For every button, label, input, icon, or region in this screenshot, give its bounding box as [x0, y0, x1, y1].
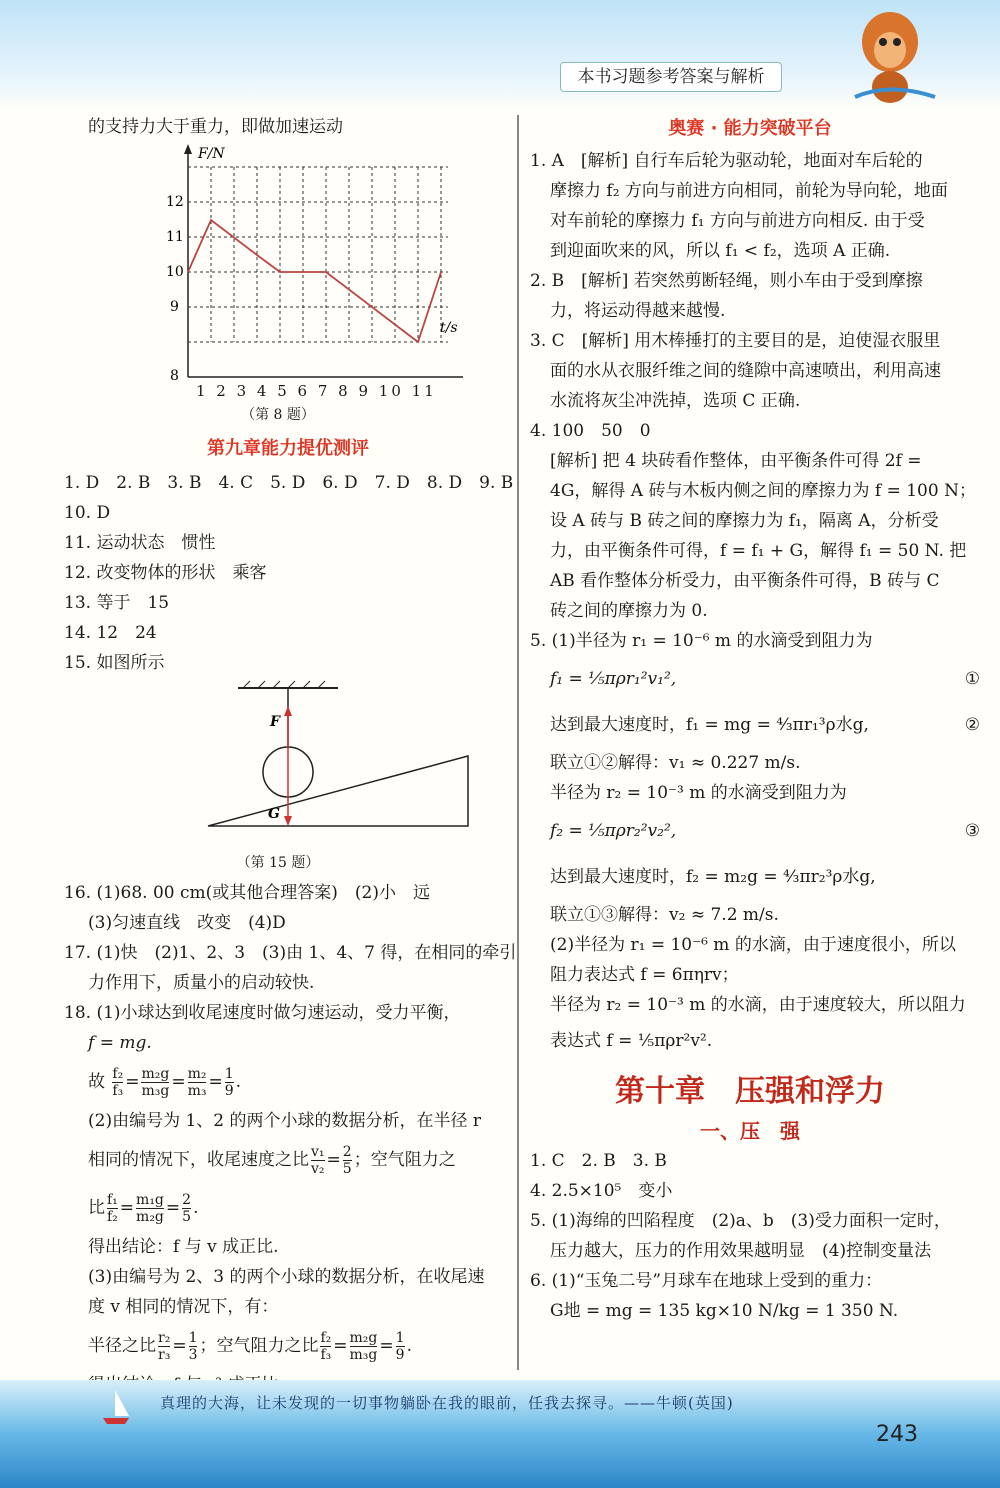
olympiad-line: 4G，解得 A 砖与木板内侧之间的摩擦力为 f = 100 N；	[550, 481, 976, 501]
subsection-title: 一、压 强	[700, 1119, 800, 1143]
answer-18: f = mg.	[88, 1033, 152, 1053]
answer-18: 比	[88, 1198, 105, 1218]
x-ticks: 1 2 3 4 5 6 7 8 9 10 11	[196, 382, 437, 400]
page-number: 243	[876, 1422, 918, 1447]
part-2-line: (2)半径为 r₁ = 10⁻⁶ m 的水滴，由于速度很小，所以	[550, 935, 956, 955]
figure-8-caption: （第 8 题）	[241, 407, 315, 423]
olympiad-line: 2. B [解析] 若突然剪断轻绳，则小车由于受到摩擦	[530, 271, 923, 291]
y-tick: 8	[170, 368, 179, 382]
section-title-ch9: 第九章能力提优测评	[207, 438, 369, 459]
y-tick: 11	[166, 229, 184, 245]
chapter-answer: 压力越大，压力的作用效果越明显 (4)控制变量法	[550, 1241, 932, 1261]
equation-4: 达到最大速度时，f₂ = m₂g = ⁴⁄₃πr₂³ρ水g,	[550, 867, 876, 887]
result-v2: 联立①③解得：v₂ ≈ 7.2 m/s.	[550, 905, 779, 925]
label-g: G	[268, 806, 280, 822]
equation-1: f₁ = ⅕πρr₁²v₁²,	[550, 669, 677, 689]
x-axis-label: t/s	[440, 320, 458, 336]
answer-18: ；空气阻力之	[353, 1150, 456, 1170]
olympiad-line: 5. (1)半径为 r₁ = 10⁻⁶ m 的水滴受到阻力为	[530, 631, 873, 651]
figure-8-graph	[158, 142, 478, 382]
answer-line: 13. 等于 15	[64, 593, 170, 613]
part-2-line: 阻力表达式 f = 6πηrv；	[550, 965, 739, 985]
chapter-title: 第十章 压强和浮力	[615, 1074, 885, 1109]
y-tick: 10	[166, 264, 184, 280]
answer-18: (2)由编号为 1、2 的两个小球的数据分析，在半径 r	[88, 1111, 482, 1131]
equation-3: f₂ = ⅕πρr₂²v₂²,	[550, 821, 677, 841]
olympiad-line: 力，由平衡条件可得，f = f₁ + G，解得 f₁ = 50 N. 把	[550, 541, 967, 561]
header-title: 本书习题参考答案与解析	[560, 62, 782, 92]
right-column	[530, 112, 980, 1326]
olympiad-line: 面的水从衣服纤维之间的缝隙中高速喷出，利用高速	[550, 361, 941, 381]
section-title-olympiad: 奥赛 · 能力突破平台	[668, 118, 832, 139]
answer-17: 力作用下，质量小的启动较快.	[88, 973, 315, 993]
chapter-answer: 1. C 2. B 3. B	[530, 1151, 667, 1171]
y-tick: 9	[170, 299, 179, 315]
answer-18: ；空气阻力之比	[199, 1336, 319, 1356]
chapter-answer: 5. (1)海绵的凹陷程度 (2)a、b (3)受力面积一定时，	[530, 1211, 951, 1231]
y-axis-label: F/N	[198, 146, 225, 162]
y-tick: 12	[166, 194, 184, 210]
intro-line: 的支持力大于重力，即做加速运动	[88, 117, 343, 137]
answer-line: 12. 改变物体的形状 乘客	[64, 563, 267, 583]
force-curve	[188, 220, 441, 342]
olympiad-line: 到迎面吹来的风，所以 f₁ < f₂，选项 A 正确.	[550, 241, 891, 261]
olympiad-line: 水流将灰尘冲洗掉，选项 C 正确.	[550, 391, 801, 411]
answer-16: 16. (1)68. 00 cm(或其他合理答案) (2)小 远	[64, 883, 430, 903]
olympiad-line: 4. 100 50 0	[530, 421, 651, 441]
answer-18: (3)由编号为 2、3 的两个小球的数据分析，在收尾速	[88, 1267, 485, 1287]
answer-line: 14. 12 24	[64, 623, 157, 643]
answer-18: 18. (1)小球达到收尾速度时做匀速运动，受力平衡，	[64, 1003, 461, 1023]
circle-number: ②	[964, 715, 980, 735]
answer-line: 1. D 2. B 3. B 4. C 5. D 6. D 7. D 8. D 9. B	[64, 473, 514, 493]
olympiad-line: AB 看作整体分析受力，由平衡条件可得，B 砖与 C	[550, 571, 940, 591]
answer-line: 10. D	[64, 503, 111, 523]
answer-18: 故	[88, 1072, 105, 1092]
chapter-answer: 6. (1)“玉兔二号”月球车在地球上受到的重力：	[530, 1271, 883, 1291]
olympiad-line: 摩擦力 f₂ 方向与前进方向相同，前轮为导向轮，地面	[550, 181, 948, 201]
answer-line: 15. 如图所示	[64, 653, 165, 673]
figure-15-diagram	[188, 678, 488, 848]
left-column: 的支持力大于重力，即做加速运动 F/N t/s 12 11 10 9 8 1 2 3 4 5 6 7 8 9 10 11 （第 8 题） 第九章能力提优测评 1. D 2. B 3. B 4. C 5. D 6. D 7. D 8. D 9. B 10. D 11. 运动状态 惯性 12. 改变物体的形状 乘客 13. 等于 15 14. 12 24 15. 如图所示 F G （第 15 题） 16. (1)68. 00 cm(或其他合理答案) (2)小 远 (3)匀速直线 改变 (4)D 17. (1)快 (2)1、2、3 (3)由 1、4、7 得，在相同的牵引 力作用下，质量小的启动较快. 18. (1)小球达到收尾速度时做匀速运动，受力平衡， f = mg. 故 $\frac{\text{f₂}}{\text{f₃}}$ = $\frac{\text{m₂g}}{\text{m₃g}}$ = $\frac{\text{m₂}}{\text{m₃}}$ = $\frac{1}{9}$ . (2)由编号为 1、2 的两个小球的数据分析，在半径 r 相同的情况下，收尾速度之比 $\frac{\text{v₁}}{\text{v₂}}$ = $\frac{2}{5}$ ；空气阻力之 比 $\frac{\text{f₁}}{\text{f₂}}$ = $\frac{\text{m₁g}}{\text{m₂g}}$ = $\frac{2}{5}$ . 得出结论：f 与 v 成正比. (3)由编号为 2、3 的两个小球的数据分析，在收尾速 度 v 相同的情况下，有： 半径之比 $\frac{\text{r₂}}{\text{r₃}}$ = $\frac{1}{3}$ ；空气阻力之比 $\frac{\text{f₂}}{\text{f₃}}$ = $\frac{\text{m₂g}}{\text{m₃g}}$ = $\frac{1}{9}$ .	[88, 112, 508, 1400]
column-divider	[517, 115, 519, 1370]
answer-18: 相同的情况下，收尾速度之比	[88, 1150, 309, 1170]
page-header	[0, 0, 1000, 110]
footer-motto: 真理的大海，让未发现的一切事物躺卧在我的眼前，任我去探寻。——牛顿(英国)	[160, 1394, 734, 1412]
olympiad-line: 砖之间的摩擦力为 0.	[550, 601, 708, 621]
answer-16: (3)匀速直线 改变 (4)D	[88, 913, 286, 933]
sailboat-icon	[95, 1386, 135, 1426]
part-2-line: 半径为 r₂ = 10⁻³ m 的水滴，由于速度较大，所以阻力	[550, 995, 966, 1015]
result-v1: 联立①②解得：v₁ ≈ 0.227 m/s.	[550, 753, 801, 773]
answer-17: 17. (1)快 (2)1、2、3 (3)由 1、4、7 得，在相同的牵引	[64, 943, 517, 963]
olympiad-line: 3. C [解析] 用木棒捶打的主要目的是，迫使湿衣服里	[530, 331, 941, 351]
equation-2: 达到最大速度时，f₁ = mg = ⁴⁄₃πr₁³ρ水g,	[550, 715, 869, 735]
olympiad-line: 设 A 砖与 B 砖之间的摩擦力为 f₁，隔离 A，分析受	[550, 511, 939, 531]
figure-15-caption: （第 15 题）	[236, 855, 320, 871]
olympiad-line: 1. A [解析] 自行车后轮为驱动轮，地面对车后轮的	[530, 151, 923, 171]
olympiad-line: 力，将运动得越来越慢.	[550, 301, 726, 321]
olympiad-line: [解析] 把 4 块砖看作整体，由平衡条件可得 2f =	[550, 451, 922, 471]
chapter-answer: 4. 2.5×10⁵ 变小	[530, 1181, 673, 1201]
answer-18: 得出结论：f 与 v 成正比.	[88, 1237, 279, 1257]
chapter-answer: G地 = mg = 135 kg×10 N/kg = 1 350 N.	[550, 1301, 899, 1321]
answer-line: 11. 运动状态 惯性	[64, 533, 216, 553]
olympiad-line: 对车前轮的摩擦力 f₁ 方向与前进方向相反. 由于受	[550, 211, 925, 231]
circle-number: ③	[964, 821, 980, 841]
answer-18: 半径之比	[88, 1336, 156, 1356]
part-2-line: 表达式 f = ⅕πρr²v².	[550, 1031, 713, 1051]
mascot-illustration	[835, 2, 955, 107]
circle-number: ①	[964, 669, 980, 689]
radius-r2: 半径为 r₂ = 10⁻³ m 的水滴受到阻力为	[550, 783, 847, 803]
answer-18: 度 v 相同的情况下，有：	[88, 1297, 279, 1317]
label-f: F	[270, 714, 280, 730]
